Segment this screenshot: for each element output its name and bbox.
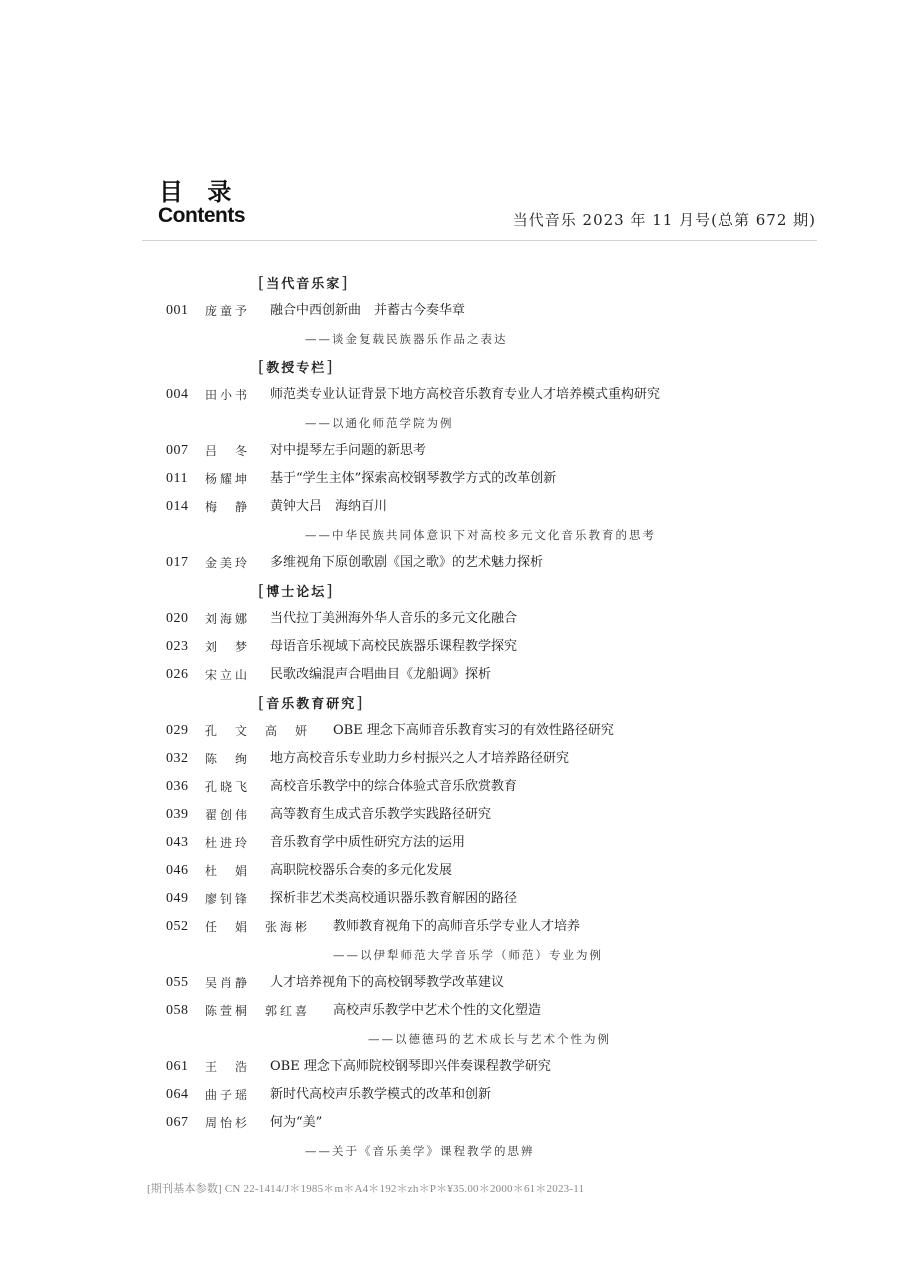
toc-entry[interactable] (0, 829, 900, 857)
section-heading (258, 689, 900, 717)
entry-author: 杨耀坤 (205, 472, 251, 486)
entry-author: 刘 梦 (205, 640, 251, 654)
toc-entry[interactable] (0, 885, 900, 913)
entry-author: 任 娟 张海彬 (205, 920, 311, 934)
entry-author: 王 浩 (205, 1060, 251, 1074)
entry-author: 金美玲 (205, 556, 251, 570)
entry-page: 014 (166, 499, 189, 514)
toc-entry[interactable] (0, 493, 900, 521)
entry-page: 067 (166, 1115, 189, 1130)
entry-title: 新时代高校声乐教学模式的改革和创新 (270, 1087, 492, 1102)
entry-page: 020 (166, 611, 189, 626)
entry-subtitle-row (0, 325, 900, 353)
entry-author: 陈 绚 (205, 752, 251, 766)
entry-title: 高等教育生成式音乐教学实践路径研究 (270, 807, 492, 822)
entry-title: OBE 理念下高师音乐教育实习的有效性路径研究 (333, 723, 614, 738)
entry-author: 孔 文 高 妍 (205, 724, 311, 738)
entry-author: 孔晓飞 (205, 780, 251, 794)
entry-title: 黄钟大吕 海纳百川 (270, 499, 388, 514)
toc-entry[interactable] (0, 437, 900, 465)
entry-author: 刘海娜 (205, 612, 251, 626)
entry-author: 吴肖静 (205, 976, 251, 990)
bracket-left: [ (258, 357, 267, 376)
entry-page: 004 (166, 387, 189, 402)
entry-title: 高校声乐教学中艺术个性的文化塑造 (333, 1003, 542, 1018)
entry-author: 周怡杉 (205, 1116, 251, 1130)
toc-entry[interactable] (0, 717, 900, 745)
entry-title: 人才培养视角下的高校钢琴教学改革建议 (270, 975, 505, 990)
entry-author: 廖钊锋 (205, 892, 251, 906)
entry-subtitle-row (0, 1025, 900, 1053)
entry-page: 064 (166, 1087, 189, 1102)
section-heading (258, 269, 900, 297)
toc-entry[interactable] (0, 773, 900, 801)
toc-entry[interactable] (0, 605, 900, 633)
issue-info: 当代音乐 2023 年 11 月号(总第 672 期) (512, 211, 816, 229)
header-rule (142, 240, 817, 241)
entry-author: 杜进玲 (205, 836, 251, 850)
entry-title: 民歌改编混声合唱曲目《龙船调》探析 (270, 667, 492, 682)
entry-subtitle-row (0, 941, 900, 969)
toc-entry[interactable] (0, 997, 900, 1025)
entry-title: 当代拉丁美洲海外华人音乐的多元文化融合 (270, 611, 518, 626)
entry-subtitle-row (0, 521, 900, 549)
bracket-right: ] (341, 273, 350, 292)
entry-title: 基于“学生主体”探索高校钢琴教学方式的改革创新 (270, 471, 557, 486)
entry-title: 探析非艺术类高校通识器乐教育解困的路径 (270, 891, 518, 906)
entry-author: 田小书 (205, 388, 251, 402)
entry-page: 026 (166, 667, 189, 682)
entry-title: 地方高校音乐专业助力乡村振兴之人才培养路径研究 (270, 751, 570, 766)
entry-subtitle: ——以德德玛的艺术成长与艺术个性为例 (368, 1032, 611, 1046)
entry-page: 032 (166, 751, 189, 766)
entry-subtitle: ——中华民族共同体意识下对高校多元文化音乐教育的思考 (305, 528, 656, 542)
toc-title-cn: 目 录 (159, 178, 240, 206)
toc-entry[interactable] (0, 633, 900, 661)
entry-page: 052 (166, 919, 189, 934)
journal-parameters: [期刊基本参数] CN 22-1414/J＊1985＊m＊A4＊192＊zh＊P＊¥35.00＊2000＊61＊2023-11 (147, 1183, 585, 1195)
entry-subtitle-row (0, 1137, 900, 1165)
toc-entry[interactable] (0, 549, 900, 577)
entry-page: 011 (166, 471, 188, 486)
entry-title: 融合中西创新曲 并蓄古今奏华章 (270, 303, 466, 318)
entry-title: 对中提琴左手问题的新思考 (270, 443, 427, 458)
bracket-left: [ (258, 273, 267, 292)
toc-entry[interactable] (0, 969, 900, 997)
entry-page: 049 (166, 891, 189, 906)
toc-title-en: Contents (158, 204, 245, 227)
entry-title: 何为“美” (270, 1115, 323, 1130)
entry-page: 055 (166, 975, 189, 990)
entry-author: 曲子瑶 (205, 1088, 251, 1102)
entry-subtitle: ——关于《音乐美学》课程教学的思辨 (305, 1144, 535, 1158)
bracket-right: ] (356, 693, 365, 712)
section-label: 音乐教育研究 (266, 697, 357, 712)
entry-author: 梅 静 (205, 500, 251, 514)
bracket-right: ] (326, 581, 335, 600)
section-label: 博士论坛 (266, 585, 327, 600)
toc-entry[interactable] (0, 465, 900, 493)
toc-entry[interactable] (0, 857, 900, 885)
entry-author: 宋立山 (205, 668, 251, 682)
entry-page: 023 (166, 639, 189, 654)
entry-page: 036 (166, 779, 189, 794)
entry-title: 高职院校器乐合奏的多元化发展 (270, 863, 453, 878)
table-of-contents (0, 269, 900, 1165)
entry-page: 058 (166, 1003, 189, 1018)
section-heading (258, 353, 900, 381)
entry-subtitle-row (0, 409, 900, 437)
toc-entry[interactable] (0, 913, 900, 941)
entry-author: 翟创伟 (205, 808, 251, 822)
entry-page: 001 (166, 303, 189, 318)
section-heading (258, 577, 900, 605)
entry-page: 007 (166, 443, 189, 458)
entry-page: 017 (166, 555, 189, 570)
entry-author: 陈萱桐 郭红喜 (205, 1004, 311, 1018)
entry-author: 吕 冬 (205, 444, 251, 458)
toc-entry[interactable] (0, 381, 900, 409)
entry-subtitle: ——谈金复载民族器乐作品之表达 (305, 332, 508, 346)
entry-title: 多维视角下原创歌剧《国之歌》的艺术魅力探析 (270, 555, 544, 570)
bracket-left: [ (258, 693, 267, 712)
entry-subtitle: ——以伊犁师范大学音乐学（师范）专业为例 (333, 948, 603, 962)
bracket-left: [ (258, 581, 267, 600)
entry-title: OBE 理念下高师院校钢琴即兴伴奏课程教学研究 (270, 1059, 551, 1074)
section-label: 当代音乐家 (266, 277, 342, 292)
toc-entry[interactable] (0, 661, 900, 689)
toc-entry[interactable] (0, 297, 900, 325)
entry-title: 教师教育视角下的高师音乐学专业人才培养 (333, 919, 581, 934)
entry-page: 029 (166, 723, 189, 738)
entry-page: 043 (166, 835, 189, 850)
toc-entry[interactable] (0, 801, 900, 829)
entry-subtitle: ——以通化师范学院为例 (305, 416, 454, 430)
entry-title: 音乐教育学中质性研究方法的运用 (270, 835, 466, 850)
entry-page: 046 (166, 863, 189, 878)
entry-page: 061 (166, 1059, 189, 1074)
entry-title: 高校音乐教学中的综合体验式音乐欣赏教育 (270, 779, 518, 794)
toc-entry[interactable] (0, 745, 900, 773)
entry-title: 母语音乐视域下高校民族器乐课程教学探究 (270, 639, 518, 654)
toc-entry[interactable] (0, 1109, 900, 1137)
entry-page: 039 (166, 807, 189, 822)
toc-entry[interactable] (0, 1053, 900, 1081)
entry-title: 师范类专业认证背景下地方高校音乐教育专业人才培养模式重构研究 (270, 387, 661, 402)
entry-author: 杜 娟 (205, 864, 251, 878)
entry-author: 庞童予 (205, 304, 251, 318)
toc-entry[interactable] (0, 1081, 900, 1109)
bracket-right: ] (326, 357, 335, 376)
section-label: 教授专栏 (266, 361, 327, 376)
